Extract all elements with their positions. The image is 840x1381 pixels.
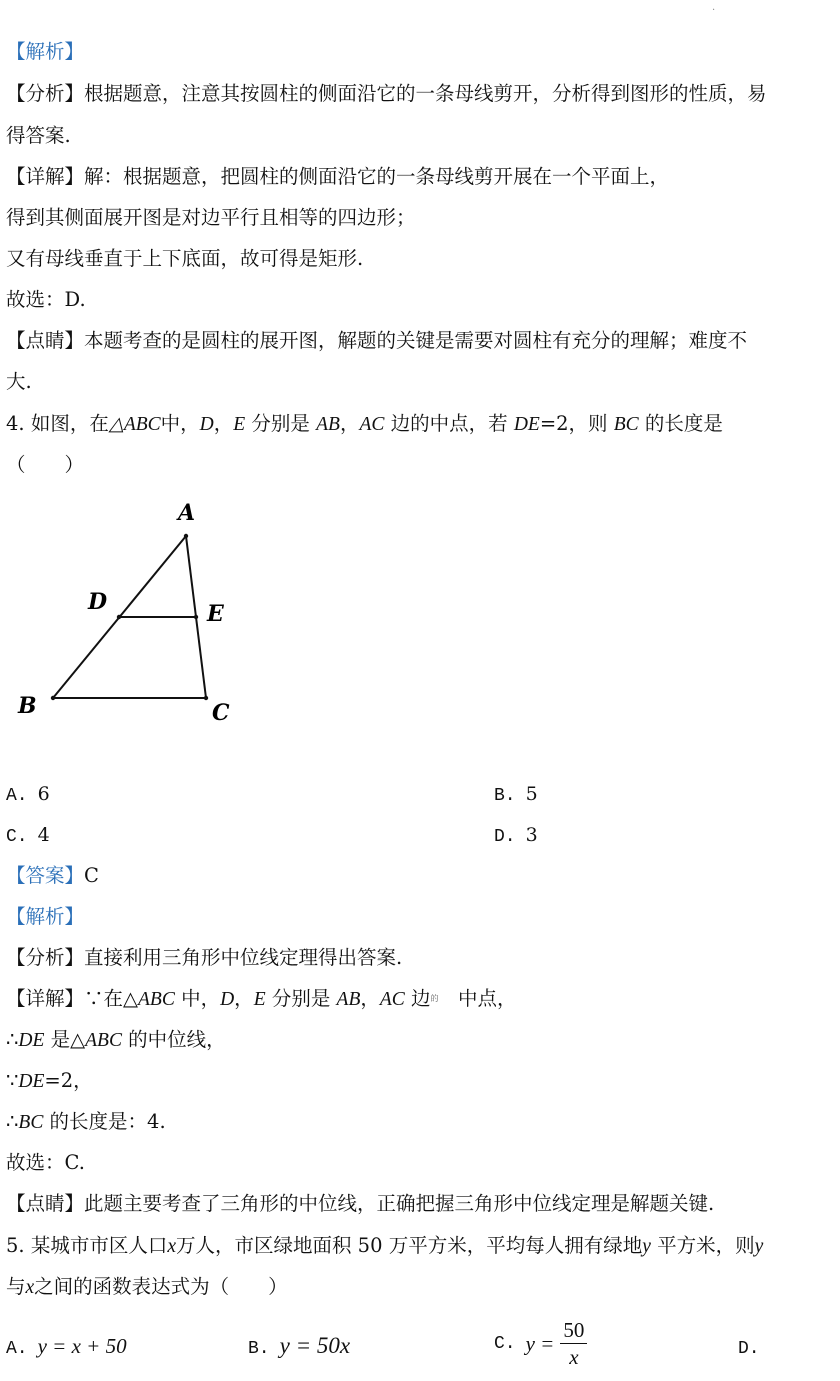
q3-comment-line2: 大. [6, 370, 32, 393]
q4-option-c[interactable]: C. 4 [6, 824, 50, 847]
q4-detail-line1: 【详解】∵在△ABC 中，D，E 分别是 AB，AC 边$^的$ 中点， [6, 987, 517, 1010]
triangle-figure [10, 495, 250, 735]
q5-stem-line2: 与x之间的函数表达式为（ ） [6, 1275, 288, 1298]
q4-option-d[interactable]: D. 3 [494, 824, 538, 847]
label-e: E [207, 601, 224, 627]
q4-comment: 【点睛】此题主要考查了三角形的中位线，正确把握三角形中位线定理是解题关键. [6, 1192, 715, 1215]
q4-option-b[interactable]: B. 5 [494, 783, 538, 806]
q4-detail-line4: ∴BC 的长度是：4. [6, 1110, 166, 1133]
label-b: B [18, 693, 37, 719]
q5-option-a[interactable]: A. y = x + 50 [6, 1334, 127, 1359]
q5-stem-line1: 5. 某城市市区人口x万人，市区绿地面积 50 万平方米，平均每人拥有绿地y 平方米，则y [6, 1234, 764, 1257]
q3-comment-line1: 【点睛】本题考查的是圆柱的展开图，解题的关键是需要对圆柱有充分的理解；难度不 [6, 329, 748, 352]
q3-detail-line3: 又有母线垂直于上下底面，故可得是矩形. [6, 247, 364, 270]
label-d: D [88, 589, 108, 615]
q5-option-b[interactable]: B. y = 50x [248, 1333, 351, 1359]
label-a: A [178, 500, 196, 526]
q4-analysis: 【分析】直接利用三角形中位线定理得出答案. [6, 946, 403, 969]
q4-answer: 【答案】C [6, 864, 99, 887]
point-b [51, 696, 55, 700]
q3-detail-line1: 【详解】解：根据题意，把圆柱的侧面沿它的一条母线剪开展在一个平面上， [6, 165, 670, 188]
q3-analysis-line2: 得答案. [6, 124, 71, 147]
section-label: 【解析】 [6, 40, 85, 63]
point-d [117, 615, 121, 619]
label-c: C [212, 700, 230, 726]
q4-paren: （ ） [6, 453, 85, 476]
fraction-50-over-x: $\frac{50}{x}$ [560, 1317, 587, 1370]
q4-solution-label: 【解析】 [6, 905, 85, 928]
q4-choice: 故选：C. [6, 1151, 85, 1174]
q4-stem: 4. 如图，在△ABC中，D，E 分别是 AB，AC 边的中点，若 DE=2，则 BC 的长度是 [6, 412, 723, 435]
point-a [184, 534, 188, 538]
q3-analysis-line1: 【分析】根据题意，注意其按圆柱的侧面沿它的一条母线剪开，分析得到图形的性质，易 [6, 82, 767, 105]
q3-detail-line2: 得到其侧面展开图是对边平行且相等的四边形； [6, 206, 416, 229]
q4-detail-line2: ∴DE 是△ABC 的中位线， [6, 1028, 226, 1051]
point-e [194, 615, 198, 619]
q4-option-a[interactable]: A. 6 [6, 783, 50, 806]
q3-choice: 故选：D. [6, 288, 86, 311]
point-c [204, 696, 208, 700]
q4-detail-line3: ∵DE=2， [6, 1069, 93, 1092]
q5-option-d[interactable]: D. [738, 1339, 760, 1359]
scan-mark: . [712, 2, 716, 13]
q5-option-c[interactable]: C. y = $\frac{50}{x}$ [494, 1317, 587, 1370]
